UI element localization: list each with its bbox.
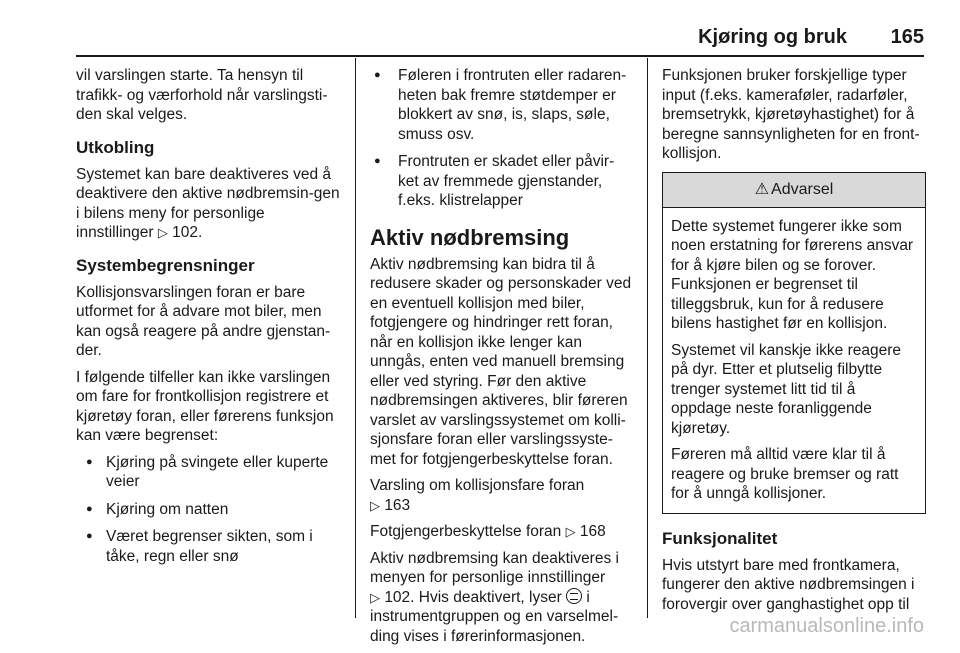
warning-paragraph: Føreren må alltid være klar til å reagere og bruke bremser og ratt for å unngå kollisjoner. (671, 446, 899, 502)
warning-paragraph: Systemet vil kanskje ikke reagere på dyr. Etter et plutselig filbytte trenger systemet litt tid til å oppdage neste foranliggende kjøretøy. (671, 341, 902, 437)
utkobling-ref: 102. (172, 224, 203, 241)
ref-text: Varsling om kollisjonsfare foran (370, 477, 585, 494)
systembegr-paragraph-2: I følgende tilfeller kan ikke varslingen om fare for frontkollisjon registrere et kjøretøy foran, eller førerens funksjon kan være begrenset: (76, 368, 334, 444)
warning-triangle-icon: ⚠ (754, 180, 770, 198)
heading-systembegrensninger: Systembegrensninger (76, 255, 255, 275)
warning-box (662, 172, 926, 514)
aktiv-paragraph-2 (370, 476, 632, 515)
ref-page: 168 (579, 523, 606, 540)
ref-text: Fotgjengerbeskyttelse foran (370, 523, 562, 540)
header-rule (76, 55, 924, 57)
warning-header (663, 173, 925, 208)
list-item: ● Kjøring om natten (76, 500, 344, 520)
limitation-list (76, 453, 344, 567)
utkobling-text: Systemet kan bare deaktiveres ved å deaktivere den aktive nødbremsin-gen i bilens meny for personlige innstillinger (76, 165, 340, 241)
column-divider (647, 58, 648, 618)
column-3 (662, 66, 926, 621)
emergency-brake-lamp-icon (566, 588, 582, 604)
column-1 (76, 66, 344, 574)
deactivate-text: Aktiv nødbremsing kan deaktiveres i menyen for personlige innstillinger (370, 549, 619, 586)
warning-title: Advarsel (771, 180, 834, 198)
deactivate-text-end: i instrumentgruppen og en varselmel-ding vises i førerinformasjonen. (370, 588, 619, 645)
watermark: carmanualsonline.info (729, 615, 924, 637)
funksjonalitet-paragraph: Hvis utstyrt bare med frontkamera, fungerer den aktive nødbremsingen i forovergir over ganghastighet opp til (662, 556, 915, 613)
deactivate-ref: 102. Hvis deaktivert, lyser (384, 588, 562, 606)
warning-paragraph: Dette systemet fungerer ikke som noen erstatning for førerens ansvar for å kjøre bilen og se forover. Funksjonen er begrenset til tilleggsbruk, kun for å redusere bilens hastighet før en kollisjon. (671, 217, 914, 332)
aktiv-paragraph-3 (370, 522, 632, 542)
intro-paragraph: vil varslingen starte. Ta hensyn til trafikk- og værforhold når varslingsti-den skal velges. (76, 67, 328, 123)
aktiv-paragraph-4 (370, 549, 632, 647)
page-ref-icon: ▷ (157, 225, 168, 240)
warning-body (663, 208, 925, 513)
list-item: ● Frontruten er skadet eller påvir-ket av fremmede gjenstander, f.eks. klistrelapper (370, 152, 632, 211)
page-ref-icon: ▷ (370, 497, 380, 513)
function-paragraph: Funksjonen bruker forskjellige typer input (f.eks. kameraføler, radarføler, bremsetrykk, kjøretøyhastighet) for å beregne sannsynligheten for en front-kollisjon. (662, 67, 920, 162)
aktiv-paragraph-1: Aktiv nødbremsing kan bidra til å redusere skader og personskader ved en eventuell kollisjon med biler, fotgjengere og hindringer rett foran, når en kollisjon ikke lenger kan unngås, enten ved manuell bremsing eller ved styring. Før den aktive nødbremsingen aktiveres, blir føreren varslet av varslingssystemet om kolli-sjonsfare foran eller varslingssyste-met for fotgjengerbeskyttelse foran. (370, 255, 632, 468)
limitation-list-continued (370, 66, 632, 211)
heading-utkobling: Utkobling (76, 137, 155, 157)
list-item: ● Kjøring på svingete eller kuperte veier (76, 453, 344, 492)
page-ref-icon: ▷ (370, 589, 380, 605)
page-number: 165 (890, 26, 924, 48)
utkobling-paragraph (76, 165, 344, 243)
heading-funksjonalitet: Funksjonalitet (662, 528, 778, 548)
page-ref-icon: ▷ (565, 524, 576, 539)
heading-aktiv-nodbremsing: Aktiv nødbremsing (370, 224, 570, 250)
section-title: Kjøring og bruk (698, 26, 847, 48)
list-item: ● Været begrenser sikten, som i tåke, regn eller snø (76, 527, 344, 566)
column-2 (370, 66, 632, 653)
ref-page: 163 (384, 496, 411, 514)
systembegr-paragraph-1: Kollisjonsvarslingen foran er bare utformet for å advare mot biler, men kan også reagere på andre gjenstan-der. (76, 283, 331, 359)
column-divider (355, 58, 356, 618)
list-item: ● Føleren i frontruten eller radaren-heten bak fremre støtdemper er blokkert av snø, is, slaps, søle, smuss osv. (370, 66, 632, 144)
